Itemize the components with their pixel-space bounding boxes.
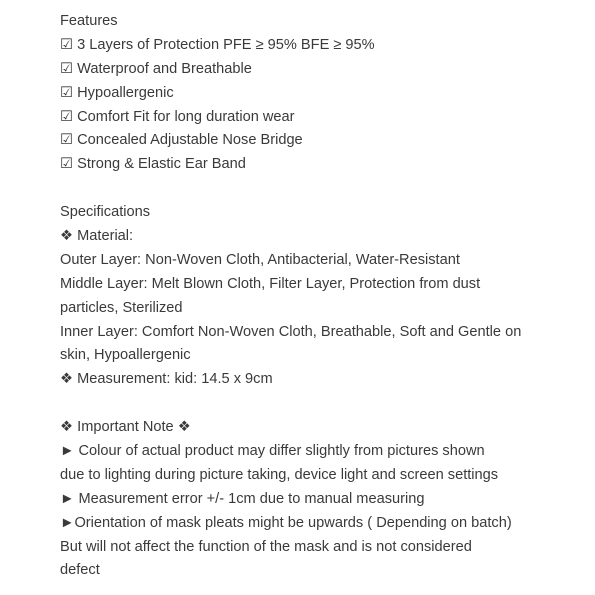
- specifications-heading: Specifications: [60, 204, 151, 221]
- section-spacer: [60, 392, 595, 416]
- specification-line: skin, Hypoallergenic: [60, 347, 191, 364]
- note-line: defect: [60, 562, 100, 579]
- specification-line: Middle Layer: Melt Blown Cloth, Filter Layer, Protection from dust: [60, 275, 481, 292]
- specification-line: ❖ Material:: [60, 228, 134, 245]
- feature-item: ☑ Comfort Fit for long duration wear: [60, 108, 295, 125]
- specifications-section: [60, 201, 595, 392]
- important-note-heading: ❖ Important Note ❖: [60, 419, 191, 436]
- note-line: ► Measurement error +/- 1cm due to manual measuring: [60, 490, 425, 507]
- feature-item: ☑ Waterproof and Breathable: [60, 60, 252, 77]
- feature-item: ☑ Concealed Adjustable Nose Bridge: [60, 132, 303, 149]
- section-spacer: [60, 177, 595, 201]
- specification-line: ❖ Measurement: kid: 14.5 x 9cm: [60, 371, 273, 388]
- specification-line: particles, Sterilized: [60, 299, 183, 316]
- feature-item: ☑ Strong & Elastic Ear Band: [60, 156, 246, 173]
- feature-item: ☑ 3 Layers of Protection PFE ≥ 95% BFE ≥ 95%: [60, 36, 375, 53]
- feature-item: ☑ Hypoallergenic: [60, 84, 174, 101]
- note-line: But will not affect the function of the mask and is not considered: [60, 538, 472, 555]
- note-line: ►Orientation of mask pleats might be upwards ( Depending on batch): [60, 514, 512, 531]
- important-note-section: [60, 416, 595, 583]
- note-line: ► Colour of actual product may differ slightly from pictures shown: [60, 443, 485, 460]
- specification-line: Inner Layer: Comfort Non-Woven Cloth, Breathable, Soft and Gentle on: [60, 323, 522, 340]
- features-section: [60, 10, 595, 177]
- note-line: due to lighting during picture taking, device light and screen settings: [60, 466, 499, 483]
- features-heading: Features: [60, 13, 118, 29]
- specification-line: Outer Layer: Non-Woven Cloth, Antibacterial, Water-Resistant: [60, 251, 460, 268]
